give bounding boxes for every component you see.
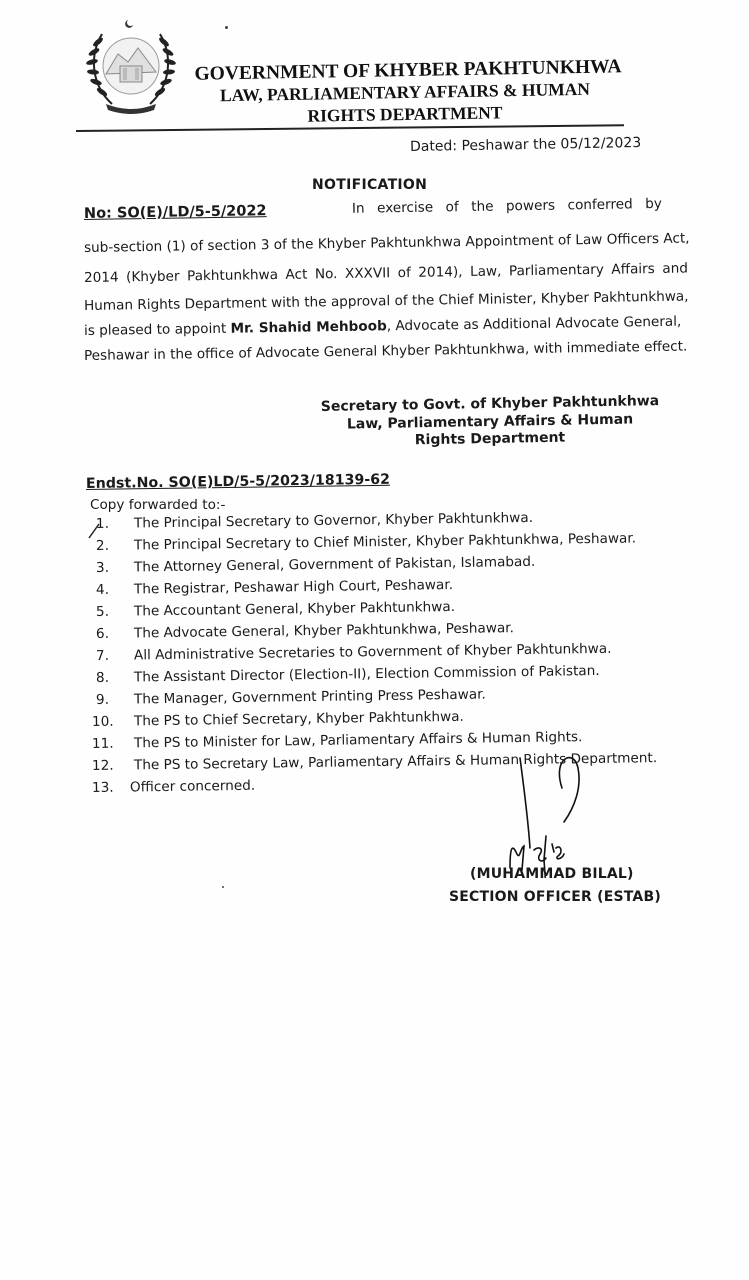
word: In [351,200,365,217]
text: , Advocate as Additional Advocate General, [386,313,682,335]
item-number: 1. [95,515,110,532]
list-item [92,778,255,796]
text: is pleased to appoint [83,320,231,339]
notification-line-5 [83,313,682,339]
item-text: The Manager, Government Printing Press Peshawar. [133,686,486,708]
notification-opening [351,195,662,217]
signatory-title: SECTION OFFICER (ESTAB) [449,889,661,905]
item-text: The PS to Chief Secretary, Khyber Pakhtunkhwa. [133,708,464,730]
list-item [96,641,612,664]
notification-title: NOTIFICATION [312,177,428,193]
header-government-title: GOVERNMENT OF KHYBER PAKHTUNKHWA [194,56,622,85]
item-number: 11. [91,735,114,752]
list-item [92,709,464,730]
word: of [445,199,459,216]
secretary-line-1: Secretary to Govt. of Khyber Pakhtunkhwa [320,393,660,415]
item-number: 2. [95,537,110,554]
item-number: 4. [95,581,110,598]
item-number: 13. [91,779,114,796]
list-item [96,663,600,686]
item-text: The Principal Secretary to Chief Minister, Khyber Pakhtunkhwa, Peshawar. [133,530,637,554]
copy-forwarded-label: Copy forwarded to:- [90,497,226,513]
secretary-line-3: Rights Department [414,429,566,449]
word: exercise [376,199,434,217]
item-text: The PS to Secretary Law, Parliamentary Affairs & Human Rights Department. [133,750,658,774]
item-number: 3. [95,559,110,576]
list-item [96,599,455,620]
notification-line-6: Peshawar in the office of Advocate General Khyber Pakhtunkhwa, with immediate effect. [83,338,688,364]
item-number: 7. [95,647,110,664]
list-item [96,577,453,598]
list-item [96,510,533,532]
list-item [96,530,636,554]
list-item [96,687,486,708]
item-number: 10. [91,713,114,730]
item-text: The Registrar, Peshawar High Court, Peshawar. [133,577,454,598]
item-text: The Assistant Director (Election-II), Election Commission of Pakistan. [133,662,600,686]
signatory-name: (MUHAMMAD BILAL) [470,866,634,882]
word: by [645,195,662,213]
handwritten-signature [508,748,618,878]
item-number: 6. [95,625,110,642]
item-number: 12. [91,757,114,774]
notification-number: No: SO(E)/LD/5-5/2022 [83,203,267,222]
government-emblem-icon [82,14,180,118]
item-text: The Accountant General, Khyber Pakhtunkhwa. [133,598,456,620]
item-number: 9. [95,691,110,708]
item-number: 5. [95,603,110,620]
word: conferred [567,196,633,214]
notification-line-4: Human Rights Department with the approval of the Chief Minister, Khyber Pakhtunkhwa, [83,288,689,314]
list-item [96,554,536,576]
header-department-line1: LAW, PARLIAMENTARY AFFAIRS & HUMAN [219,78,591,106]
endorsement-number: Endst.No. SO(E)LD/5-5/2023/18139-62 [85,471,391,492]
item-text: Officer concerned. [129,777,256,796]
scan-speck [222,886,224,888]
item-text: The Advocate General, Khyber Pakhtunkhwa, Peshawar. [133,620,514,642]
notification-line-1 [83,195,662,222]
word: the [471,198,494,215]
word: powers [505,197,556,215]
scan-speck [225,26,228,29]
notification-line-3: 2014 (Khyber Pakhtunkhwa Act No. XXXVII of 2014), Law, Parliamentary Affairs and [83,260,689,286]
item-text: The Principal Secretary to Governor, Khyber Pakhtunkhwa. [133,509,534,532]
item-number: 8. [95,669,110,686]
item-text: The PS to Minister for Law, Parliamentary Affairs & Human Rights. [133,729,583,752]
appointee-name: Mr. Shahid Mehboob [230,318,387,337]
date-line: Dated: Peshawar the 05/12/2023 [409,134,642,156]
item-text: All Administrative Secretaries to Government of Khyber Pakhtunkhwa. [133,640,612,664]
notification-line-2: sub-section (1) of section 3 of the Khyber Pakhtunkhwa Appointment of Law Officers Act, [83,230,690,256]
list-item [96,620,514,642]
header-department-line2: RIGHTS DEPARTMENT [307,102,503,126]
item-text: The Attorney General, Government of Pakistan, Islamabad. [133,553,536,576]
secretary-line-2: Law, Parliamentary Affairs & Human [346,411,634,433]
